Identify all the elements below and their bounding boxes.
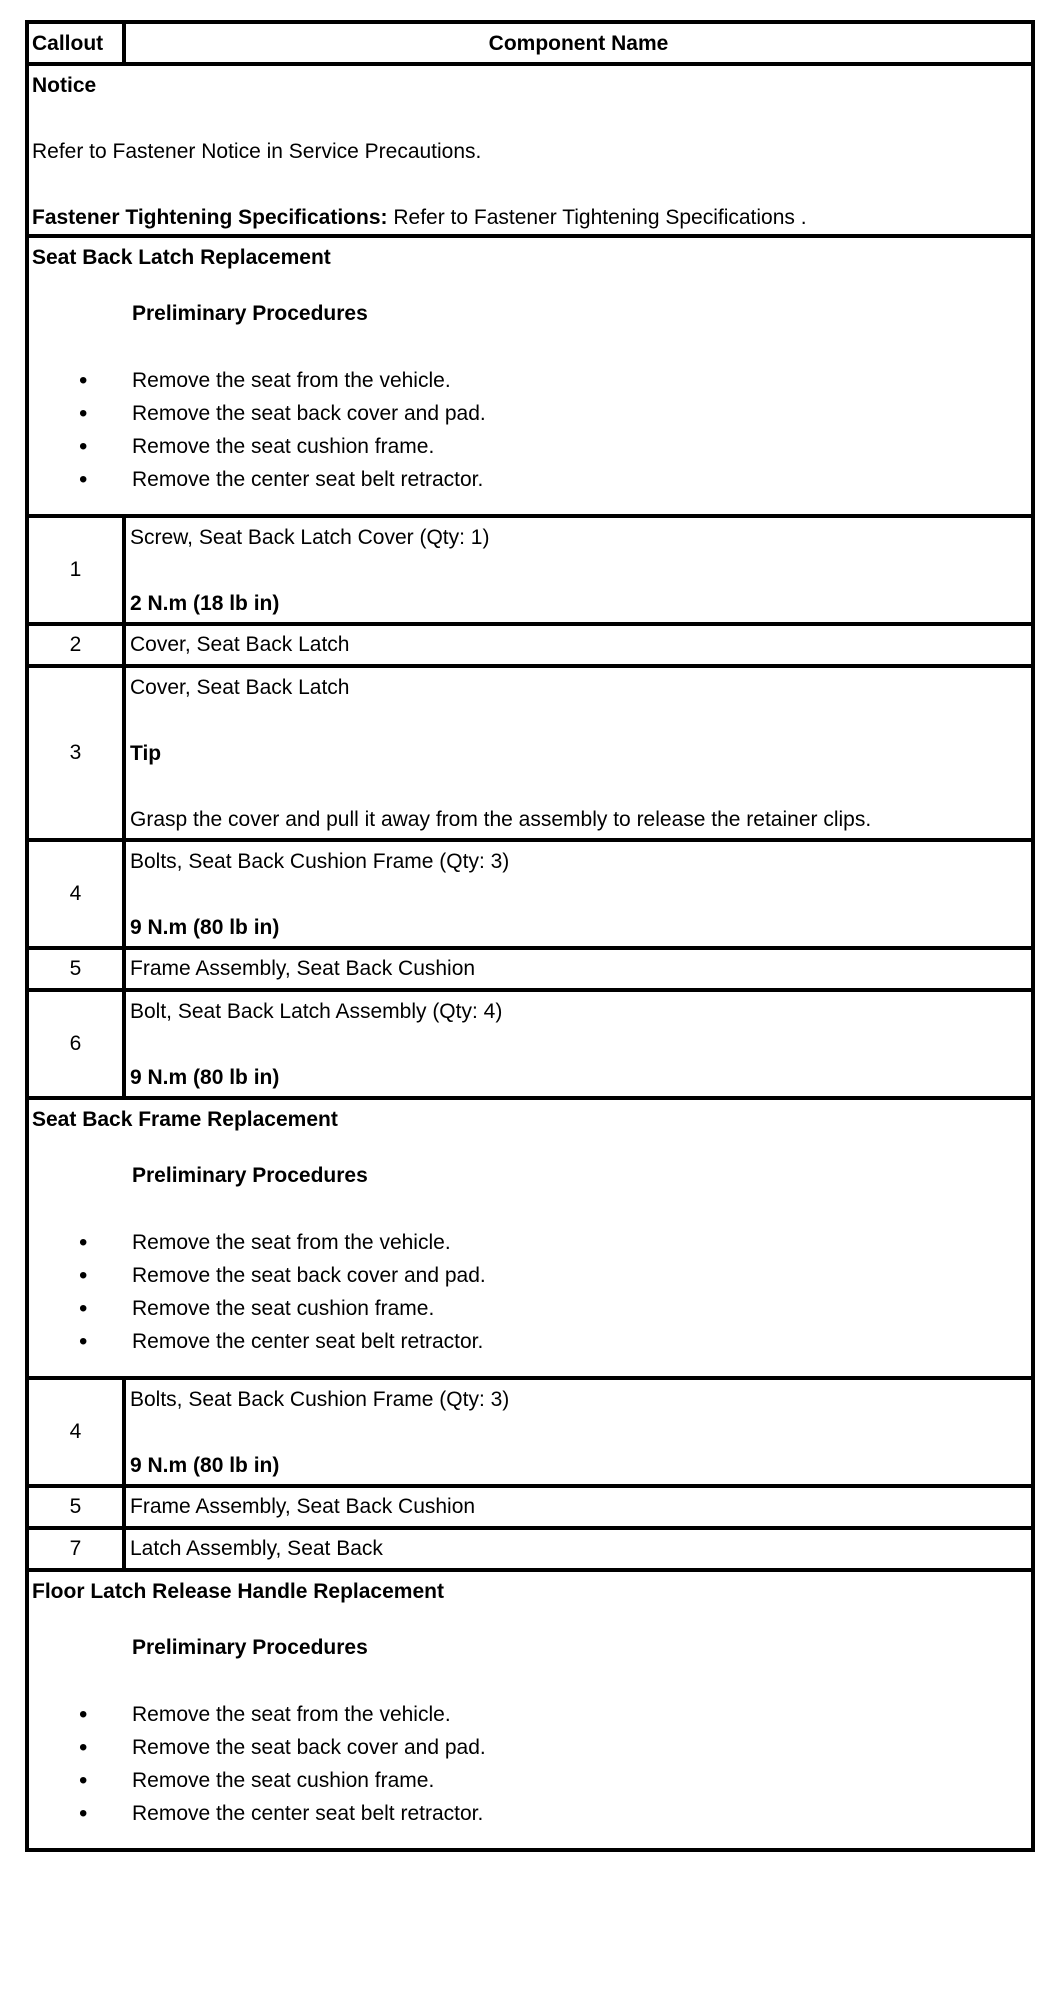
callout-number: 5 xyxy=(27,1486,124,1528)
component-description xyxy=(124,516,1033,624)
header-row xyxy=(27,22,1033,64)
component-name: Cover, Seat Back Latch xyxy=(130,676,350,699)
section-title: Floor Latch Release Handle Replacement xyxy=(32,1580,444,1603)
preliminary-step: • Remove the center seat belt retractor. xyxy=(32,1327,1028,1360)
callout-number: 4 xyxy=(27,1378,124,1486)
preliminary-step: • Remove the seat back cover and pad. xyxy=(32,399,1028,432)
preliminary-step: • Remove the seat from the vehicle. xyxy=(32,1700,1028,1733)
section-cell xyxy=(27,1570,1033,1850)
preliminary-step: • Remove the center seat belt retractor. xyxy=(32,1799,1028,1832)
callout-number: 1 xyxy=(27,516,124,624)
component-name: Cover, Seat Back Latch xyxy=(130,633,350,656)
component-name: Screw, Seat Back Latch Cover (Qty: 1) xyxy=(130,526,490,549)
component-description xyxy=(124,1378,1033,1486)
preliminary-step: • Remove the center seat belt retractor. xyxy=(32,465,1028,498)
component-row xyxy=(27,624,1033,666)
component-description xyxy=(124,840,1033,948)
component-description xyxy=(124,666,1033,840)
component-row xyxy=(27,1528,1033,1570)
component-description xyxy=(124,1528,1033,1570)
section-row xyxy=(27,1570,1033,1850)
component-row xyxy=(27,990,1033,1098)
callout-number: 3 xyxy=(27,666,124,840)
fastener-spec-text: Refer to Fastener Tightening Specifications . xyxy=(387,206,807,229)
preliminary-steps-list xyxy=(32,1700,1028,1832)
section-title: Seat Back Frame Replacement xyxy=(32,1108,338,1131)
component-row xyxy=(27,840,1033,948)
component-description xyxy=(124,948,1033,990)
preliminary-step: • Remove the seat cushion frame. xyxy=(32,1766,1028,1799)
callout-number: 4 xyxy=(27,840,124,948)
preliminary-step: • Remove the seat from the vehicle. xyxy=(32,1228,1028,1261)
component-name: Bolts, Seat Back Cushion Frame (Qty: 3) xyxy=(130,850,510,873)
section-title: Seat Back Latch Replacement xyxy=(32,246,331,269)
section-row xyxy=(27,1098,1033,1378)
callout-number: 6 xyxy=(27,990,124,1098)
component-row xyxy=(27,666,1033,840)
component-row xyxy=(27,516,1033,624)
component-row xyxy=(27,948,1033,990)
section-cell xyxy=(27,1098,1033,1378)
notice-row xyxy=(27,64,1033,236)
component-description xyxy=(124,624,1033,666)
component-name: Bolt, Seat Back Latch Assembly (Qty: 4) xyxy=(130,1000,503,1023)
torque-spec: 9 N.m (80 lb in) xyxy=(130,1454,280,1477)
torque-spec: 2 N.m (18 lb in) xyxy=(130,592,280,615)
callout-number: 7 xyxy=(27,1528,124,1570)
notice-cell xyxy=(27,64,1033,236)
component-row xyxy=(27,1378,1033,1486)
preliminary-step: • Remove the seat cushion frame. xyxy=(32,1294,1028,1327)
section-row xyxy=(27,236,1033,516)
preliminary-steps-list xyxy=(32,366,1028,498)
notice-title: Notice xyxy=(32,74,97,97)
component-description xyxy=(124,1486,1033,1528)
tip-text: Grasp the cover and pull it away from the assembly to release the retainer clips. xyxy=(130,808,872,831)
component-name: Frame Assembly, Seat Back Cushion xyxy=(130,957,476,980)
fastener-spec-label: Fastener Tightening Specifications: xyxy=(32,206,388,229)
component-description xyxy=(124,990,1033,1098)
section-cell xyxy=(27,236,1033,516)
component-table xyxy=(25,20,1035,1852)
preliminary-step: • Remove the seat back cover and pad. xyxy=(32,1733,1028,1766)
notice-text: Refer to Fastener Notice in Service Precautions. xyxy=(32,140,482,163)
callout-number: 5 xyxy=(27,948,124,990)
callout-number: 2 xyxy=(27,624,124,666)
torque-spec: 9 N.m (80 lb in) xyxy=(130,1066,280,1089)
preliminary-procedures-heading: Preliminary Procedures xyxy=(132,1636,368,1659)
preliminary-procedures-heading: Preliminary Procedures xyxy=(132,302,368,325)
preliminary-step: • Remove the seat back cover and pad. xyxy=(32,1261,1028,1294)
torque-spec: 9 N.m (80 lb in) xyxy=(130,916,280,939)
component-row xyxy=(27,1486,1033,1528)
component-name: Frame Assembly, Seat Back Cushion xyxy=(130,1495,476,1518)
fastener-spec-line xyxy=(32,206,1028,230)
preliminary-steps-list xyxy=(32,1228,1028,1360)
tip-title: Tip xyxy=(130,742,162,765)
preliminary-procedures-heading: Preliminary Procedures xyxy=(132,1164,368,1187)
component-table-sheet xyxy=(25,20,1031,1852)
component-name: Bolts, Seat Back Cushion Frame (Qty: 3) xyxy=(130,1388,510,1411)
component-name: Latch Assembly, Seat Back xyxy=(130,1537,383,1560)
component-name-header: Component Name xyxy=(124,22,1033,64)
preliminary-step: • Remove the seat cushion frame. xyxy=(32,432,1028,465)
preliminary-step: • Remove the seat from the vehicle. xyxy=(32,366,1028,399)
callout-header: Callout xyxy=(27,22,124,64)
